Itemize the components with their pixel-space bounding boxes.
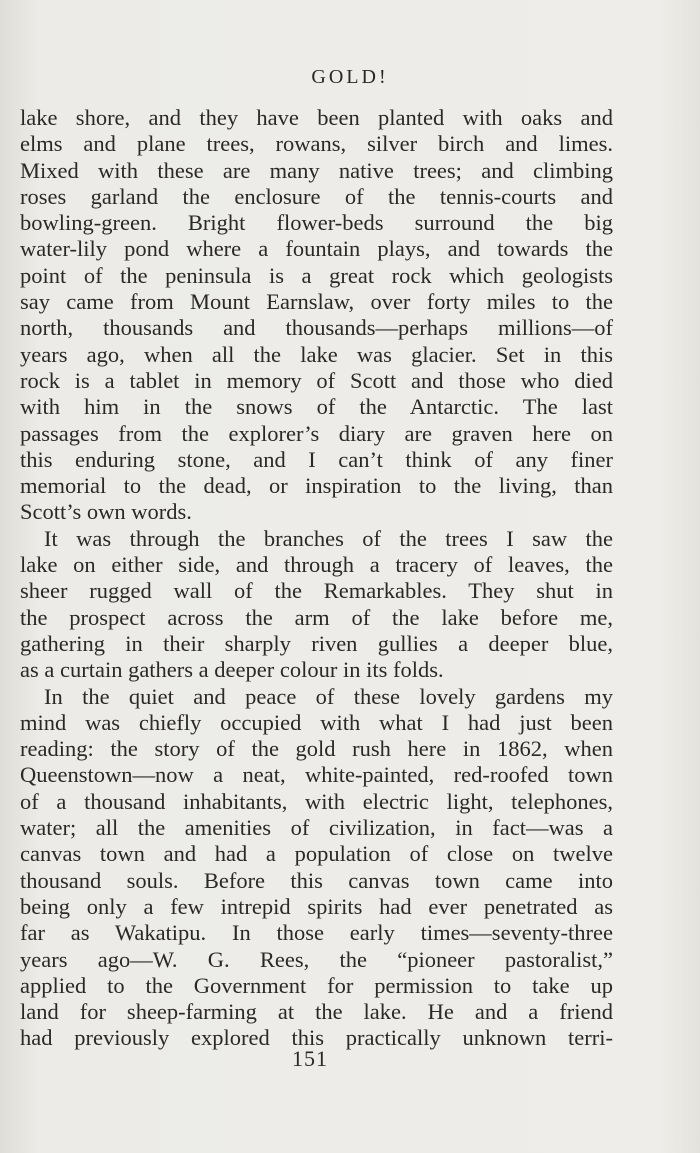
text-line: Mixed with these are many native trees; and climbing <box>20 157 613 183</box>
paragraph <box>20 526 613 684</box>
text-line: being only a few intrepid spirits had ever penetrated as <box>20 893 613 919</box>
text-line: elms and plane trees, rowans, silver birch and limes. <box>20 131 613 157</box>
text-line: memorial to the dead, or inspiration to the living, than <box>20 473 613 499</box>
text-line: Queenstown—now a neat, white-painted, red-roofed town <box>20 762 613 788</box>
text-line: thousand souls. Before this canvas town came into <box>20 867 613 893</box>
text-line: say came from Mount Earnslaw, over forty miles to the <box>20 289 613 315</box>
text-line: land for sheep-farming at the lake. He and a friend <box>20 999 613 1025</box>
text-line: Scott’s own words. <box>20 499 192 525</box>
text-line: water; all the amenities of civilization, in fact—was a <box>20 815 613 841</box>
text-line: lake shore, and they have been planted with oaks and <box>20 105 613 130</box>
body-text <box>20 105 613 1052</box>
paragraph <box>20 105 613 526</box>
text-line: applied to the Government for permission to take up <box>20 972 613 998</box>
text-line: canvas town and had a population of close on twelve <box>20 841 613 867</box>
text-line: rock is a tablet in memory of Scott and those who died <box>20 367 613 393</box>
text-line: point of the peninsula is a great rock which geologists <box>20 262 613 288</box>
text-line: far as Wakatipu. In those early times—seventy-three <box>20 920 613 946</box>
text-line: passages from the explorer’s diary are graven here on <box>20 420 613 446</box>
text-line: north, thousands and thousands—perhaps millions—of <box>20 315 613 341</box>
text-line: reading: the story of the gold rush here in 1862, when <box>20 736 613 762</box>
text-line: gathering in their sharply riven gullies a deeper blue, <box>20 630 613 656</box>
text-line: as a curtain gathers a deeper colour in its folds. <box>20 657 444 683</box>
text-line: mind was chiefly occupied with what I had just been <box>20 709 613 735</box>
text-line: the prospect across the arm of the lake before me, <box>20 604 613 630</box>
text-line: roses garland the enclosure of the tennis-courts and <box>20 183 613 209</box>
text-line: It was through the branches of the trees I saw the <box>44 525 613 551</box>
text-line: of a thousand inhabitants, with electric light, telephones, <box>20 788 613 814</box>
paragraph <box>20 684 613 1052</box>
text-line: water-lily pond where a fountain plays, and towards the <box>20 236 613 262</box>
text-line: lake on either side, and through a tracery of leaves, the <box>20 552 613 578</box>
text-line: sheer rugged wall of the Remarkables. They shut in <box>20 578 613 604</box>
page-number: 151 <box>292 1046 328 1071</box>
text-line: In the quiet and peace of these lovely gardens my <box>44 683 613 709</box>
text-line: had previously explored this practically unknown terri- <box>20 1025 613 1051</box>
running-head: GOLD! <box>311 66 389 88</box>
text-line: with him in the snows of the Antarctic. The last <box>20 394 613 420</box>
text-line: years ago—W. G. Rees, the “pioneer pastoralist,” <box>20 946 613 972</box>
text-line: this enduring stone, and I can’t think of any finer <box>20 446 613 472</box>
text-line: years ago, when all the lake was glacier. Set in this <box>20 341 613 367</box>
text-line: bowling-green. Bright flower-beds surround the big <box>20 210 613 236</box>
